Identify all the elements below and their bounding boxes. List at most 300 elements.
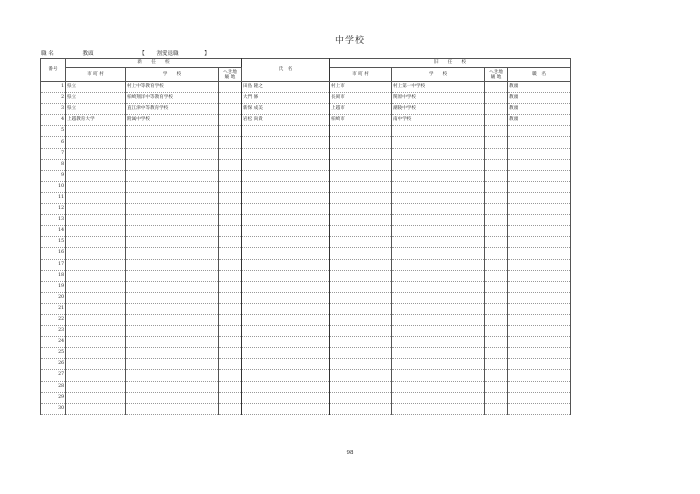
- old-school-cell: [392, 192, 485, 203]
- old-city-cell: [330, 381, 392, 392]
- old-school-cell: [392, 314, 485, 325]
- new-school-cell: [126, 126, 219, 137]
- new-city-cell: [66, 403, 126, 414]
- row-number: 2: [41, 93, 66, 104]
- old-city-cell: [330, 192, 392, 203]
- old-remote-cell: [485, 170, 508, 181]
- new-school-cell: [126, 192, 219, 203]
- name-cell: [242, 237, 330, 248]
- new-school-cell: [126, 326, 219, 337]
- old-remote-cell: [485, 115, 508, 126]
- row-number: 14: [41, 226, 66, 237]
- new-remote-cell: [219, 292, 242, 303]
- old-city-cell: [330, 226, 392, 237]
- new-remote-cell: [219, 348, 242, 359]
- row-number: 6: [41, 137, 66, 148]
- position-cell: [508, 181, 571, 192]
- old-city-cell: [330, 215, 392, 226]
- new-city-cell: [66, 326, 126, 337]
- position-cell: [508, 359, 571, 370]
- new-school-cell: [126, 204, 219, 215]
- old-school-cell: [392, 148, 485, 159]
- new-city-cell: [66, 170, 126, 181]
- table-row: [41, 181, 571, 192]
- name-cell: [242, 314, 330, 325]
- row-number: 30: [41, 403, 66, 414]
- row-number: 29: [41, 392, 66, 403]
- new-school-cell: [126, 259, 219, 270]
- new-school-cell: 柏崎翔洋中等教育学校: [126, 93, 219, 104]
- meta-line: [41, 49, 212, 57]
- new-remote-cell: [219, 126, 242, 137]
- old-city-cell: [330, 348, 392, 359]
- old-school-cell: [392, 181, 485, 192]
- new-remote-cell: [219, 192, 242, 203]
- name-cell: [242, 204, 330, 215]
- new-city-cell: [66, 381, 126, 392]
- row-number: 10: [41, 181, 66, 192]
- new-remote-cell: [219, 204, 242, 215]
- table-row: [41, 204, 571, 215]
- old-city-cell: [330, 237, 392, 248]
- new-city-cell: [66, 148, 126, 159]
- new-city-cell: [66, 181, 126, 192]
- row-number: 24: [41, 337, 66, 348]
- new-school-cell: [126, 359, 219, 370]
- new-school-cell: [126, 281, 219, 292]
- position-cell: [508, 403, 571, 414]
- name-cell: [242, 259, 330, 270]
- row-number: 20: [41, 292, 66, 303]
- new-city-cell: [66, 348, 126, 359]
- new-remote-cell: [219, 159, 242, 170]
- table-body: [41, 82, 571, 415]
- new-school-cell: [126, 226, 219, 237]
- new-city-cell: [66, 337, 126, 348]
- old-school-cell: [392, 392, 485, 403]
- table-row: [41, 337, 571, 348]
- old-city-cell: [330, 248, 392, 259]
- position-cell: [508, 348, 571, 359]
- old-city-cell: [330, 148, 392, 159]
- position-cell: 教頭: [508, 115, 571, 126]
- new-remote-cell: [219, 215, 242, 226]
- new-school-cell: [126, 181, 219, 192]
- name-cell: [242, 326, 330, 337]
- new-school-cell: [126, 348, 219, 359]
- table-row: [41, 270, 571, 281]
- row-number: 9: [41, 170, 66, 181]
- bracket-open: 【: [139, 51, 145, 57]
- old-remote-cell: [485, 159, 508, 170]
- header-new-city: 市 町 村: [66, 68, 126, 82]
- table-row: [41, 281, 571, 292]
- table-row: [41, 148, 571, 159]
- table-row: [41, 370, 571, 381]
- table-row: [41, 381, 571, 392]
- new-remote-cell: [219, 359, 242, 370]
- remote-top: へき地: [489, 69, 503, 75]
- new-remote-cell: [219, 281, 242, 292]
- header-old-school: 旧 任 校: [330, 59, 571, 68]
- old-remote-cell: [485, 403, 508, 414]
- new-city-cell: [66, 281, 126, 292]
- old-school-cell: 南中学校: [392, 115, 485, 126]
- name-cell: 大門 修: [242, 93, 330, 104]
- old-school-cell: 潮陵中学校: [392, 104, 485, 115]
- old-remote-cell: [485, 392, 508, 403]
- position-cell: [508, 159, 571, 170]
- old-city-cell: [330, 292, 392, 303]
- row-number: 28: [41, 381, 66, 392]
- table-row: [41, 82, 571, 93]
- new-remote-cell: [219, 259, 242, 270]
- row-number: 23: [41, 326, 66, 337]
- header-new-remote: [219, 68, 242, 82]
- name-cell: [242, 348, 330, 359]
- new-remote-cell: [219, 392, 242, 403]
- row-number: 15: [41, 237, 66, 248]
- row-number: 17: [41, 259, 66, 270]
- new-city-cell: [66, 226, 126, 237]
- row-number: 13: [41, 215, 66, 226]
- new-remote-cell: [219, 381, 242, 392]
- table-row: [41, 226, 571, 237]
- name-cell: [242, 159, 330, 170]
- old-remote-cell: [485, 104, 508, 115]
- position-cell: [508, 215, 571, 226]
- name-cell: [242, 359, 330, 370]
- old-remote-cell: [485, 181, 508, 192]
- new-school-cell: [126, 303, 219, 314]
- new-school-cell: [126, 370, 219, 381]
- old-city-cell: 村上市: [330, 82, 392, 93]
- name-cell: [242, 137, 330, 148]
- position-cell: [508, 281, 571, 292]
- old-city-cell: [330, 303, 392, 314]
- remote-bottom: 級 地: [490, 74, 502, 80]
- new-remote-cell: [219, 82, 242, 93]
- job-label: 職 名: [41, 51, 54, 57]
- new-city-cell: [66, 237, 126, 248]
- position-cell: 教頭: [508, 82, 571, 93]
- position-cell: [508, 237, 571, 248]
- new-city-cell: [66, 204, 126, 215]
- new-city-cell: [66, 370, 126, 381]
- new-school-cell: [126, 215, 219, 226]
- old-school-cell: [392, 348, 485, 359]
- table-row: [41, 348, 571, 359]
- new-city-cell: [66, 359, 126, 370]
- old-city-cell: [330, 137, 392, 148]
- new-remote-cell: [219, 226, 242, 237]
- old-city-cell: [330, 403, 392, 414]
- row-number: 3: [41, 104, 66, 115]
- old-school-cell: [392, 292, 485, 303]
- old-school-cell: [392, 170, 485, 181]
- old-city-cell: [330, 326, 392, 337]
- bracket-close: 】: [204, 51, 210, 57]
- old-city-cell: [330, 392, 392, 403]
- old-school-cell: [392, 126, 485, 137]
- table-row: [41, 392, 571, 403]
- header-old-school-name: 学 校: [392, 68, 485, 82]
- header-old-city: 市 町 村: [330, 68, 392, 82]
- new-remote-cell: [219, 115, 242, 126]
- row-number: 21: [41, 303, 66, 314]
- position-cell: [508, 226, 571, 237]
- old-school-cell: [392, 359, 485, 370]
- old-city-cell: [330, 181, 392, 192]
- page-number: 98: [346, 450, 354, 456]
- row-number: 18: [41, 270, 66, 281]
- row-number: 5: [41, 126, 66, 137]
- old-remote-cell: [485, 259, 508, 270]
- old-remote-cell: [485, 359, 508, 370]
- row-number: 25: [41, 348, 66, 359]
- table-row: [41, 237, 571, 248]
- position-cell: [508, 170, 571, 181]
- old-remote-cell: [485, 348, 508, 359]
- new-city-cell: [66, 314, 126, 325]
- row-number: 8: [41, 159, 66, 170]
- new-school-cell: [126, 170, 219, 181]
- old-remote-cell: [485, 270, 508, 281]
- new-city-cell: 県立: [66, 93, 126, 104]
- name-cell: [242, 381, 330, 392]
- table-row: [41, 170, 571, 181]
- old-school-cell: 村上第一中学校: [392, 82, 485, 93]
- old-school-cell: [392, 370, 485, 381]
- new-city-cell: [66, 259, 126, 270]
- old-city-cell: [330, 314, 392, 325]
- old-school-cell: [392, 337, 485, 348]
- name-cell: [242, 248, 330, 259]
- new-school-cell: [126, 403, 219, 414]
- new-school-cell: [126, 137, 219, 148]
- new-remote-cell: [219, 248, 242, 259]
- old-city-cell: [330, 270, 392, 281]
- position-cell: [508, 192, 571, 203]
- position-cell: [508, 270, 571, 281]
- table-row: [41, 137, 571, 148]
- header-new-school: 新 任 校: [66, 59, 242, 68]
- position-cell: 教頭: [508, 93, 571, 104]
- name-cell: [242, 192, 330, 203]
- new-school-cell: [126, 381, 219, 392]
- old-remote-cell: [485, 248, 508, 259]
- old-remote-cell: [485, 192, 508, 203]
- old-remote-cell: [485, 215, 508, 226]
- row-number: 27: [41, 370, 66, 381]
- old-school-cell: [392, 204, 485, 215]
- old-school-cell: [392, 159, 485, 170]
- old-remote-cell: [485, 126, 508, 137]
- old-school-cell: 関原中学校: [392, 93, 485, 104]
- table-row: [41, 259, 571, 270]
- old-remote-cell: [485, 237, 508, 248]
- old-school-cell: [392, 237, 485, 248]
- new-city-cell: [66, 392, 126, 403]
- position-cell: [508, 392, 571, 403]
- name-cell: [242, 303, 330, 314]
- header-no: 番号: [41, 59, 66, 82]
- new-city-cell: [66, 215, 126, 226]
- job-value: 教頭: [82, 51, 94, 57]
- new-remote-cell: [219, 403, 242, 414]
- table-row: [41, 93, 571, 104]
- new-school-cell: [126, 270, 219, 281]
- header-name: 氏 名: [242, 59, 330, 82]
- position-cell: [508, 248, 571, 259]
- old-school-cell: [392, 403, 485, 414]
- position-cell: [508, 204, 571, 215]
- name-cell: [242, 403, 330, 414]
- transfer-type: 割愛退職: [156, 51, 179, 57]
- old-remote-cell: [485, 204, 508, 215]
- new-school-cell: [126, 148, 219, 159]
- old-city-cell: [330, 281, 392, 292]
- old-school-cell: [392, 137, 485, 148]
- new-city-cell: [66, 270, 126, 281]
- new-remote-cell: [219, 303, 242, 314]
- name-cell: 新保 成美: [242, 104, 330, 115]
- table-row: [41, 248, 571, 259]
- row-number: 19: [41, 281, 66, 292]
- new-school-cell: [126, 292, 219, 303]
- old-remote-cell: [485, 93, 508, 104]
- old-remote-cell: [485, 292, 508, 303]
- old-city-cell: [330, 359, 392, 370]
- new-remote-cell: [219, 270, 242, 281]
- name-cell: [242, 226, 330, 237]
- table-row: [41, 314, 571, 325]
- old-city-cell: [330, 204, 392, 215]
- position-cell: 教頭: [508, 104, 571, 115]
- new-school-cell: 直江津中等教育学校: [126, 104, 219, 115]
- old-school-cell: [392, 326, 485, 337]
- row-number: 1: [41, 82, 66, 93]
- table-row: [41, 359, 571, 370]
- name-cell: [242, 170, 330, 181]
- old-school-cell: [392, 215, 485, 226]
- old-city-cell: [330, 259, 392, 270]
- table-row: [41, 326, 571, 337]
- old-city-cell: 柏崎市: [330, 115, 392, 126]
- new-city-cell: 県立: [66, 82, 126, 93]
- old-remote-cell: [485, 370, 508, 381]
- new-school-cell: [126, 159, 219, 170]
- new-city-cell: [66, 292, 126, 303]
- name-cell: [242, 215, 330, 226]
- position-cell: [508, 126, 571, 137]
- position-cell: [508, 148, 571, 159]
- row-number: 4: [41, 115, 66, 126]
- row-number: 7: [41, 148, 66, 159]
- old-school-cell: [392, 259, 485, 270]
- old-remote-cell: [485, 303, 508, 314]
- new-remote-cell: [219, 181, 242, 192]
- old-city-cell: [330, 370, 392, 381]
- row-number: 22: [41, 314, 66, 325]
- old-city-cell: [330, 126, 392, 137]
- old-city-cell: 上越市: [330, 104, 392, 115]
- header-old-remote: [485, 68, 508, 82]
- table-row: [41, 292, 571, 303]
- new-remote-cell: [219, 237, 242, 248]
- old-city-cell: [330, 159, 392, 170]
- old-remote-cell: [485, 226, 508, 237]
- new-remote-cell: [219, 170, 242, 181]
- new-school-cell: [126, 337, 219, 348]
- table-row: [41, 215, 571, 226]
- position-cell: [508, 381, 571, 392]
- name-cell: [242, 270, 330, 281]
- old-remote-cell: [485, 314, 508, 325]
- row-number: 26: [41, 359, 66, 370]
- old-school-cell: [392, 303, 485, 314]
- table-row: [41, 159, 571, 170]
- personnel-table: [40, 58, 571, 415]
- position-cell: [508, 337, 571, 348]
- old-remote-cell: [485, 381, 508, 392]
- new-remote-cell: [219, 337, 242, 348]
- old-remote-cell: [485, 148, 508, 159]
- table-row: [41, 104, 571, 115]
- row-number: 12: [41, 204, 66, 215]
- new-city-cell: [66, 126, 126, 137]
- row-number: 11: [41, 192, 66, 203]
- name-cell: [242, 126, 330, 137]
- new-city-cell: [66, 192, 126, 203]
- position-cell: [508, 314, 571, 325]
- new-school-cell: 附属中学校: [126, 115, 219, 126]
- table-row: [41, 126, 571, 137]
- header-new-school-name: 学 校: [126, 68, 219, 82]
- position-cell: [508, 326, 571, 337]
- table-row: [41, 192, 571, 203]
- old-school-cell: [392, 270, 485, 281]
- new-city-cell: 県立: [66, 104, 126, 115]
- table-row: [41, 403, 571, 414]
- new-school-cell: [126, 392, 219, 403]
- old-city-cell: 長岡市: [330, 93, 392, 104]
- old-school-cell: [392, 381, 485, 392]
- old-city-cell: [330, 337, 392, 348]
- position-cell: [508, 259, 571, 270]
- remote-bottom: 級 地: [224, 74, 236, 80]
- row-number: 16: [41, 248, 66, 259]
- new-remote-cell: [219, 137, 242, 148]
- new-remote-cell: [219, 370, 242, 381]
- old-remote-cell: [485, 326, 508, 337]
- new-city-cell: [66, 159, 126, 170]
- old-city-cell: [330, 170, 392, 181]
- remote-top: へき地: [223, 69, 237, 75]
- new-school-cell: [126, 314, 219, 325]
- new-city-cell: [66, 137, 126, 148]
- name-cell: [242, 281, 330, 292]
- new-remote-cell: [219, 93, 242, 104]
- old-remote-cell: [485, 281, 508, 292]
- new-school-cell: 村上中等教育学校: [126, 82, 219, 93]
- old-school-cell: [392, 248, 485, 259]
- new-city-cell: [66, 303, 126, 314]
- name-cell: [242, 181, 330, 192]
- new-remote-cell: [219, 148, 242, 159]
- name-cell: [242, 392, 330, 403]
- header-position: 職 名: [508, 68, 571, 82]
